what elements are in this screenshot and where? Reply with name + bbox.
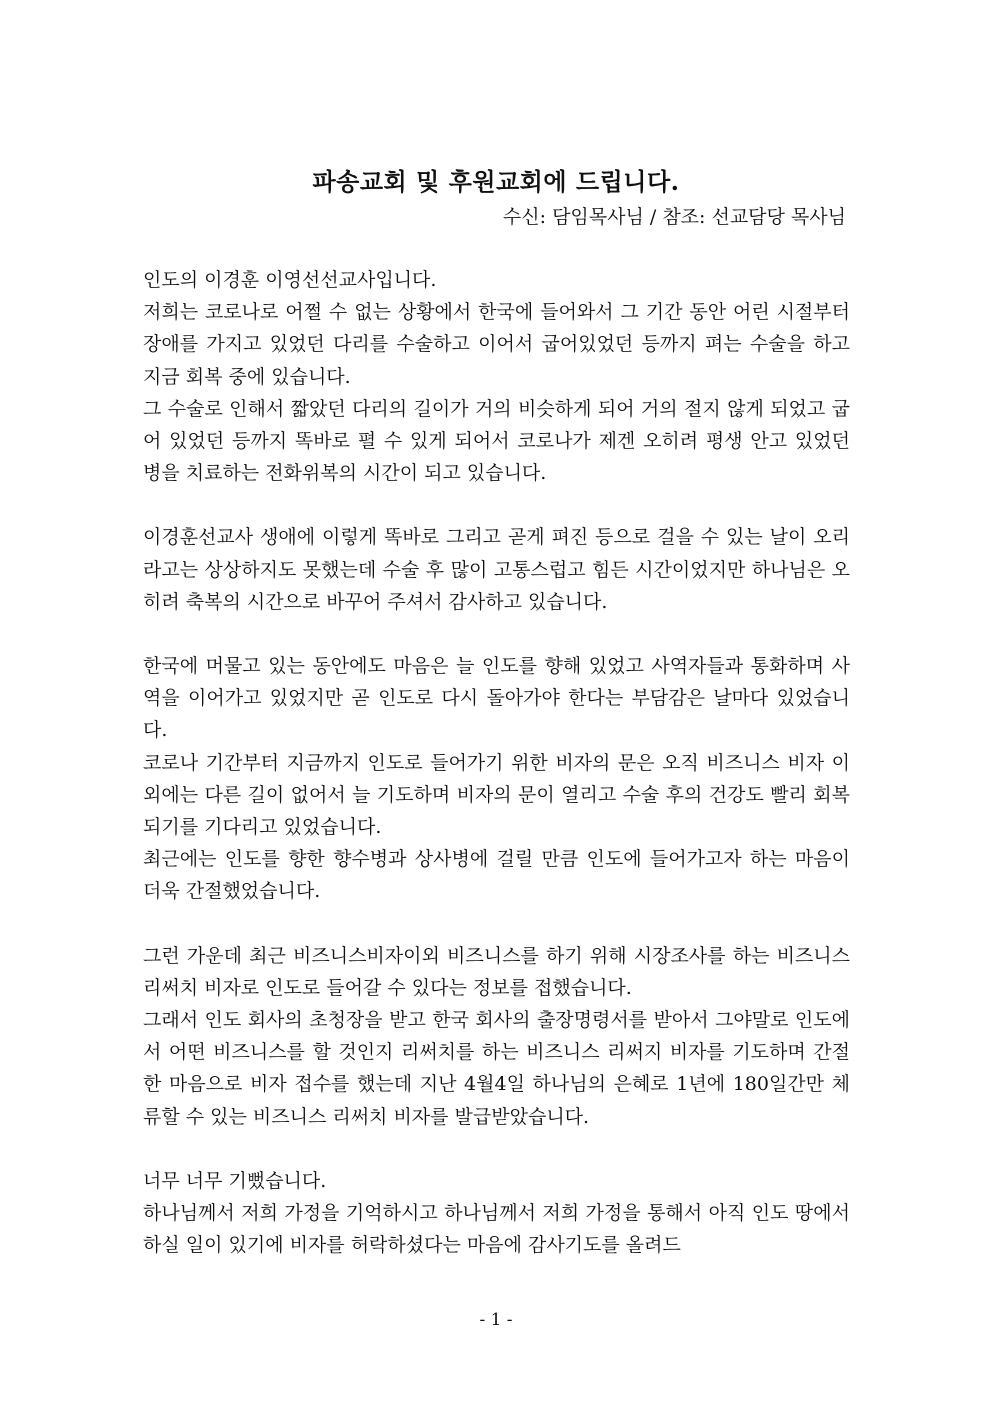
paragraph: 코로나 기간부터 지금까지 인도로 들어가기 위한 비자의 문은 오직 비즈니스 비자 이외에는 다른 길이 없어서 늘 기도하며 비자의 문이 열리고 수술 후의 건강도 빨리 회복되기를 기다리고 있었습니다. [143, 751, 850, 839]
letter-body [143, 264, 850, 1261]
paragraph: 한국에 머물고 있는 동안에도 마음은 늘 인도를 향해 있었고 사역자들과 통화하며 사역을 이어가고 있었지만 곧 인도로 다시 돌아가야 한다는 부담감은 날마다 있었습니다. [143, 655, 850, 742]
paragraph: 최근에는 인도를 향한 향수병과 상사병에 걸릴 만큼 인도에 들어가고자 하는 마음이 더욱 간절했었습니다. [143, 848, 850, 903]
paragraph: 그 수술로 인해서 짧았던 다리의 길이가 거의 비슷하게 되어 거의 절지 않게 되었고 굽어 있었던 등까지 똑바로 펼 수 있게 되어서 코로나가 제겐 오히려 평생 안고 있었던 병을 치료하는 전화위복의 시간이 되고 있습니다. [143, 397, 850, 485]
paragraph: 이경훈선교사 생애에 이렇게 똑바로 그리고 곧게 펴진 등으로 걸을 수 있는 날이 오리라고는 상상하지도 못했는데 수술 후 많이 고통스럽고 힘든 시간이었지만 하나님은 오히려 축복의 시간으로 바꾸어 주셔서 감사하고 있습니다. [143, 526, 850, 613]
paragraph: 그래서 인도 회사의 초청장을 받고 한국 회사의 출장명령서를 받아서 그야말로 인도에서 어떤 비즈니스를 할 것인지 리써치를 하는 비즈니스 리써지 비자를 기도하며 간절한 마음으로 비자 접수를 했는데 지난 4월4일 하나님의 은혜로 1년에 180일간만 체류할 수 있는 비즈니스 리써치 비자를 발급받았습니다. [143, 1009, 850, 1128]
page-number: - 1 - [479, 1310, 513, 1330]
paragraph: 너무 너무 기뻤습니다. [143, 1169, 327, 1192]
paragraph: 그런 가운데 최근 비즈니스비자이외 비즈니스를 하기 위해 시장조사를 하는 비즈니스 리써치 비자로 인도로 들어갈 수 있다는 정보를 접했습니다. [143, 944, 850, 999]
recipient-line: 수신: 담임목사님 / 참조: 선교담당 목사님 [502, 206, 846, 228]
paragraph-greeting: 인도의 이경훈 이영선선교사입니다. [143, 269, 437, 291]
document-title: 파송교회 및 후원교회에 드립니다. [312, 167, 680, 196]
paragraph: 하나님께서 저희 가정을 기억하시고 하나님께서 저희 가정을 통해서 아직 인도 땅에서 하실 일이 있기에 비자를 허락하셨다는 마음에 감사기도를 올려드 [143, 1202, 850, 1257]
paragraph: 저희는 코로나로 어쩔 수 없는 상황에서 한국에 들어와서 그 기간 동안 어린 시절부터 장애를 가지고 있었던 다리를 수술하고 이어서 굽어있었던 등까지 펴는 수술을 하고 지금 회복 중에 있습니다. [143, 301, 850, 388]
